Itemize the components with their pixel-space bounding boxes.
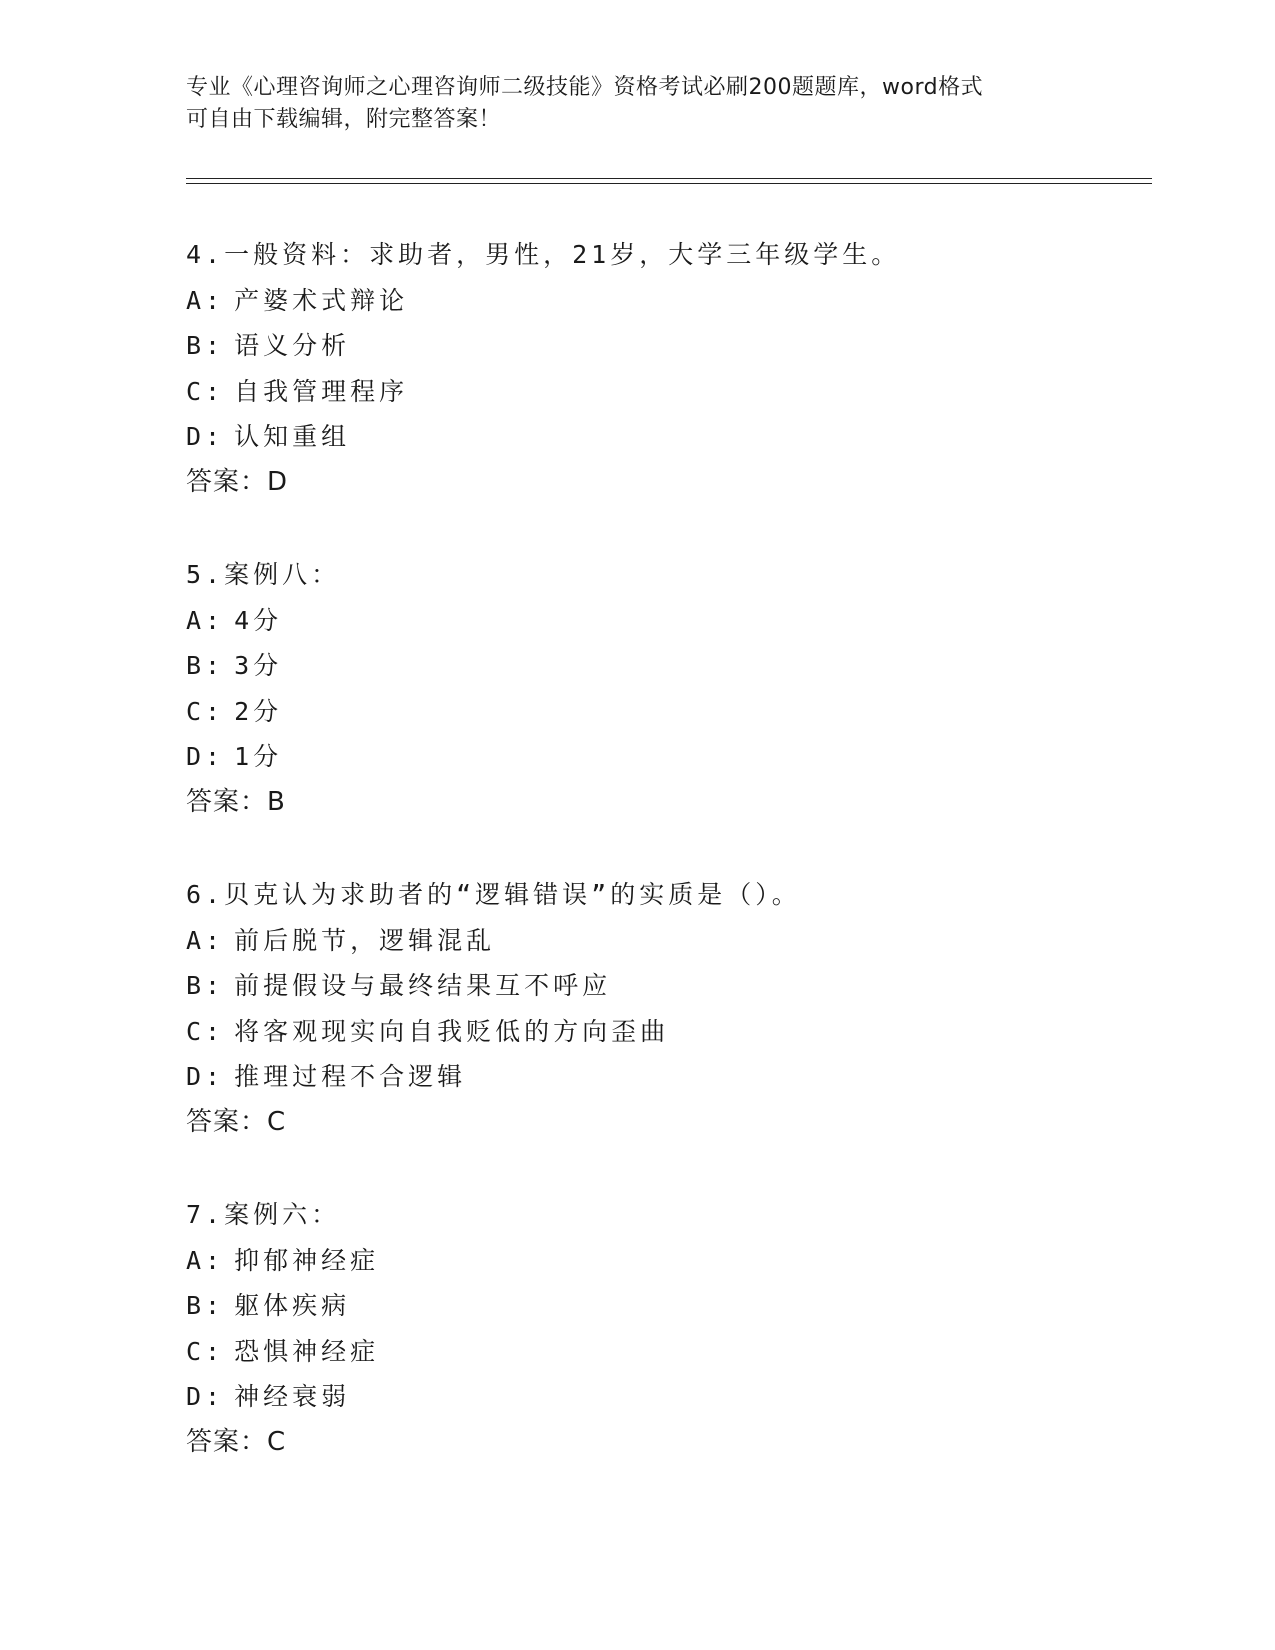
option-text: 躯体疾病	[234, 1291, 351, 1320]
option-c	[186, 1009, 1146, 1055]
header-line: 可自由下载编辑，附完整答案！	[186, 107, 502, 132]
question-6	[186, 872, 1146, 1145]
option-letter: C:	[186, 1016, 225, 1046]
option-letter: D:	[186, 1062, 225, 1091]
option-d	[186, 1374, 1146, 1420]
option-letter: C:	[186, 1336, 225, 1366]
option-c	[186, 689, 1146, 735]
option-text: 神经衰弱	[234, 1382, 351, 1411]
option-c	[186, 1329, 1146, 1375]
question-stem: 7.案例六：	[186, 1200, 341, 1229]
option-text: 产婆术式辩论	[234, 285, 409, 315]
option-b	[186, 643, 1146, 689]
question-4	[186, 232, 1146, 505]
option-letter: B:	[186, 1291, 225, 1320]
option-letter: A:	[186, 605, 225, 635]
option-letter: A:	[186, 1245, 225, 1275]
header-line: 专业《心理咨询师之心理咨询师二级技能》资格考试必刷200题题库，word格式	[186, 75, 984, 100]
question-5	[186, 552, 1146, 825]
option-letter: C:	[186, 696, 225, 726]
option-text: 前后脱节，逻辑混乱	[234, 925, 496, 955]
option-d	[186, 1054, 1146, 1100]
option-letter: A:	[186, 925, 225, 955]
option-a	[186, 1238, 1146, 1284]
option-text: 前提假设与最终结果互不呼应	[234, 971, 612, 1000]
question-list	[186, 232, 1146, 1512]
option-a	[186, 598, 1146, 644]
option-text: 恐惧神经症	[234, 1336, 380, 1366]
answer-line: 答案：B	[186, 786, 286, 817]
question-stem: 6.贝克认为求助者的“逻辑错误”的实质是（）。	[186, 880, 801, 909]
option-letter: B:	[186, 971, 225, 1000]
option-a	[186, 278, 1146, 324]
option-letter: D:	[186, 422, 225, 451]
option-text: 自我管理程序	[234, 376, 409, 406]
header-divider-bottom	[186, 183, 1152, 184]
option-text: 抑郁神经症	[234, 1245, 380, 1275]
option-text: 推理过程不合逻辑	[234, 1062, 467, 1091]
option-d	[186, 414, 1146, 460]
option-letter: C:	[186, 376, 225, 406]
option-text: 2分	[234, 696, 283, 726]
option-a	[186, 918, 1146, 964]
question-stem: 5.案例八：	[186, 560, 341, 589]
option-letter: B:	[186, 331, 225, 360]
option-b	[186, 963, 1146, 1009]
answer-line: 答案：C	[186, 1106, 287, 1137]
option-b	[186, 323, 1146, 369]
header-divider-top	[186, 178, 1152, 179]
option-text: 4分	[234, 605, 283, 635]
option-b	[186, 1283, 1146, 1329]
document-header	[186, 72, 1066, 136]
option-letter: A:	[186, 285, 225, 315]
question-7	[186, 1192, 1146, 1465]
option-letter: D:	[186, 742, 225, 771]
option-text: 将客观现实向自我贬低的方向歪曲	[234, 1016, 670, 1046]
option-letter: B:	[186, 651, 225, 680]
option-text: 3分	[234, 651, 283, 680]
option-text: 认知重组	[234, 422, 351, 451]
question-stem: 4.一般资料：求助者，男性，21岁，大学三年级学生。	[186, 240, 901, 269]
option-text: 语义分析	[234, 331, 351, 360]
answer-line: 答案：C	[186, 1426, 287, 1457]
option-letter: D:	[186, 1382, 225, 1411]
option-text: 1分	[234, 742, 283, 771]
answer-line: 答案：D	[186, 466, 289, 497]
option-d	[186, 734, 1146, 780]
option-c	[186, 369, 1146, 415]
